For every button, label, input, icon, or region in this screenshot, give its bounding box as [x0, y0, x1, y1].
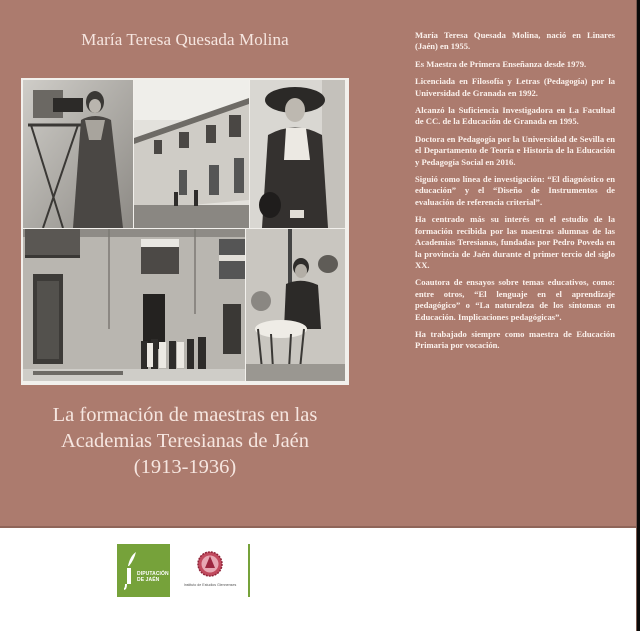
author-biography: [415, 30, 615, 358]
instituto-estudios-giennenses-logo: [175, 548, 245, 596]
right-edge-strip: [636, 0, 640, 631]
bio-paragraph: Doctora en Pedagogía por la Universidad de Sevilla en el Departamento de Teoría e Historia de la Educación y Pedagogía Social en 2016.: [415, 133, 615, 167]
photo-woman-hat: [250, 80, 345, 228]
photo-academy-facade: [23, 229, 245, 381]
photo-woman-seated: [246, 229, 345, 381]
bio-paragraph: Es Maestra de Primera Enseñanza desde 1979.: [415, 58, 587, 69]
logo-divider: [248, 544, 250, 597]
institute-label: Instituto de Estudios Giennenses: [183, 583, 237, 587]
bio-paragraph: Coautora de ensayos sobre temas educativos, como: entre otros, “El lenguaje en el aprendizaje pedagógico” o “La naturaleza de los síntomas en Educación. Implicaciones pedagógicas”.: [415, 277, 615, 322]
book-title-line-3: (1913-1936): [133, 456, 237, 478]
diputacion-label: DIPUTACIÓN DE JAÉN: [137, 571, 169, 583]
bio-paragraph: Ha centrado más su interés en el estudio de la formación recibida por las maestras alumnas de las Academias Teresianas, fundadas por Pedro Poveda en la provincia de Jaén durante el primer tercio del siglo XX.: [415, 214, 615, 270]
book-title-line-1: La formación de maestras en las: [52, 404, 318, 426]
book-title-line-2: Academias Teresianas de Jaén: [60, 430, 310, 452]
book-title: [0, 402, 370, 480]
author-name: María Teresa Quesada Molina: [81, 30, 289, 49]
bio-paragraph: Ha trabajado siempre como maestra de Educación Primaria por vocación.: [415, 328, 615, 351]
photo-street-building: [134, 80, 249, 228]
bio-paragraph: Alcanzó la Suficiencia Investigadora en La Facultad de CC. de la Educación de Granada en 1995.: [415, 105, 615, 127]
bio-paragraph: Siguió como línea de investigación: “El diagnóstico en educación” y el “Diseño de Instrumentos de evaluación de referencia criterial”.: [415, 174, 615, 207]
photo-collage: [21, 78, 349, 385]
institute-seal-icon: [196, 550, 224, 578]
j-leaf-icon: [124, 552, 136, 592]
cover-edge: [0, 526, 636, 528]
bio-paragraph: Licenciada en Filosofía y Letras (Pedagogía) por la Universidad de Granada en 1992.: [415, 76, 615, 98]
photo-woman-camera: [23, 80, 133, 228]
diputacion-jaen-logo: [117, 544, 170, 597]
bio-paragraph: María Teresa Quesada Molina, nació en Linares (Jaén) en 1955.: [415, 30, 615, 52]
